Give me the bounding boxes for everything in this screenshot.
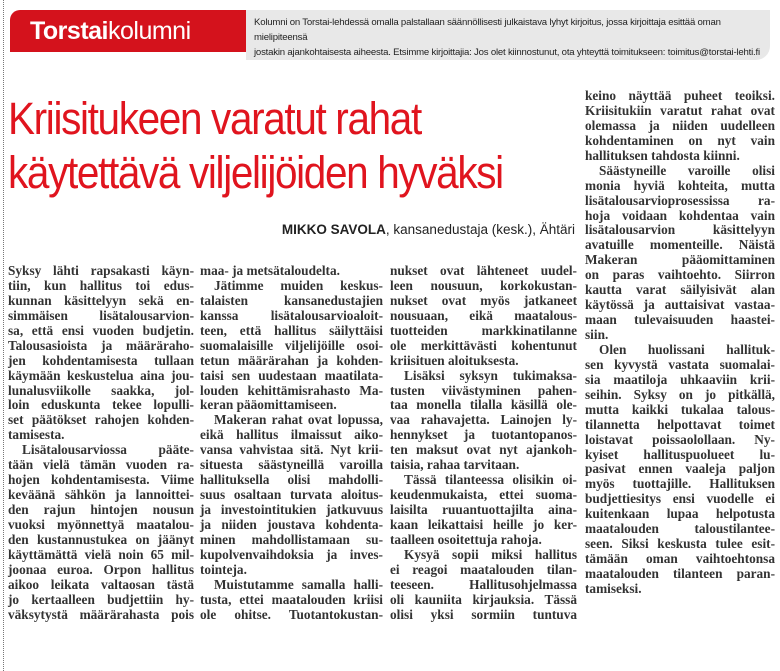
text-line: tämään oman vaihtoehtonsa: [585, 551, 775, 567]
text-line: ole ohitse. Tuotantokustan-: [200, 606, 383, 622]
text-line: Olen huolissani hallituk-: [599, 341, 775, 357]
text-line: tään vielä tämän vuoden ra-: [8, 457, 194, 473]
text-line: Kriisitukiin varatut rahat ovat: [585, 102, 775, 118]
paragraph: [200, 413, 383, 577]
text-line: jo kertaalleen budjettiin hy-: [8, 591, 194, 607]
text-line: tointeja.: [200, 561, 247, 577]
text-line: hallituksen tahdosta kiinni.: [585, 147, 740, 163]
text-line: vaa rahavajetta. Lainojen ly-: [390, 412, 577, 428]
text-line: kanssa lisätalousarvioaloit-: [200, 307, 383, 323]
text-line: myös tuottajille. Hallituksen: [585, 476, 775, 492]
text-line: ja niiden joustava kohdenta-: [200, 516, 383, 532]
text-line: teeseen. Hallitusohjelmassa: [390, 576, 577, 592]
text-line: loistavat poissaolollaan. Ny-: [585, 431, 775, 447]
brand-light: kolumni: [108, 17, 191, 45]
text-line: situesta säästyneillä varoilla: [200, 457, 383, 473]
text-line: simmäisen lisätalousarvion-: [8, 307, 194, 323]
paragraph: [200, 578, 383, 623]
text-line: minen mahdollistamaan su-: [200, 531, 383, 547]
text-line: talaisten kansanedustajien: [200, 292, 383, 308]
author-name: MIKKO SAVOLA: [281, 222, 386, 237]
text-line: eikä hallitus ilmaissut aiko-: [200, 427, 383, 443]
text-line: pasivat ennen vaaleja paljon: [585, 461, 775, 477]
paragraph: [585, 164, 775, 343]
text-line: hojen kohdentamisesta. Viime: [8, 472, 194, 488]
text-line: nukset ovat myös jatkaneet: [390, 292, 577, 308]
text-line: sia maatiloja uhkaaviin krii-: [585, 371, 775, 387]
paragraph: [390, 264, 577, 369]
text-line: nukset ovat lähteneet uudel-: [390, 263, 577, 278]
text-line: maatalouden tilanteen paran-: [585, 566, 775, 581]
text-line: ei reagoi maatalouden tilan-: [390, 561, 577, 577]
text-line: taisia, rahaa tarvitaan.: [390, 457, 520, 473]
text-column-4: [585, 89, 775, 597]
text-line: hallituksella olisi mahdolli-: [200, 472, 383, 488]
text-line: den rajun hintojen nousun: [8, 502, 194, 517]
text-line: budjettiesitys ensi vuodelle ei: [585, 491, 775, 507]
text-line: Jätimme muiden keskus-: [214, 277, 383, 293]
text-line: käymään keskustelua aina jou-: [8, 367, 194, 383]
author-role: , kansanedustaja (kesk.), Ähtäri: [385, 222, 575, 237]
text-line: teen, että hallitus säilyttäisi: [200, 322, 383, 338]
text-line: laisilta ruuantuottajilta aina-: [390, 502, 577, 517]
text-line: ten maksut ovat nyt ajankoh-: [390, 442, 577, 458]
text-line: siin.: [585, 327, 609, 342]
text-line: on paras vaihtoehto. Siirron: [585, 267, 775, 283]
text-line: käyttämättä vielä noin 65 mil-: [8, 546, 194, 562]
text-line: Lisätalousarviossa pääte-: [22, 442, 194, 458]
text-line: olisi yksi sormiin tuntuva: [390, 606, 577, 622]
text-line: taa monella tilalla käsillä ole-: [390, 397, 577, 413]
text-line: suomalaisille viljelijöille osoi-: [200, 337, 383, 353]
text-line: kupolvenvaihdoksia ja inves-: [200, 546, 383, 562]
text-line: tusta, ettei maatalouden kriisi: [200, 591, 383, 607]
text-line: Kysyä sopii miksi hallitus: [404, 546, 577, 562]
text-line: kaan leikattaisi heille jo ker-: [390, 516, 577, 532]
text-line: kunnan käsittelyyn sekä en-: [8, 292, 194, 308]
text-line: maan tulevaisuuden haastei-: [585, 312, 775, 328]
text-line: Makeran rahat ovat lopussa,: [214, 412, 383, 428]
text-line: keväänä sähkön ja lannoittei-: [8, 487, 194, 503]
text-line: hennykset ja tuotantopanos-: [390, 427, 577, 443]
text-line: olemassa ja niiden uudelleen: [585, 117, 775, 133]
text-line: hoja voidaan kohdentaa vain: [585, 207, 775, 223]
text-line: seen. Siksi keskusta tulee esit-: [585, 536, 775, 552]
byline: [282, 222, 575, 237]
text-line: mutta kaikki tukalaa talous-: [585, 401, 775, 417]
text-line: louden kehittämisrahasto Ma-: [200, 382, 383, 398]
text-line: maatalouden taloustilantee-: [585, 521, 775, 537]
text-line: maa- ja metsätaloudelta.: [200, 263, 340, 278]
text-line: vuoksi myönnettyä maatalou-: [8, 516, 194, 532]
text-line: käytössä ja auttaisivat vastaa-: [585, 297, 775, 313]
paragraph: [200, 264, 383, 279]
paragraph: [585, 89, 775, 164]
text-line: keudenmukaista, ettei suoma-: [390, 487, 577, 503]
text-line: tetun määrärahan ja kohden-: [200, 352, 383, 368]
brand-bold: Torstai: [30, 17, 108, 45]
text-line: Säästyneille varoille olisi: [599, 162, 775, 178]
text-line: den kustannustukea on jäänyt: [8, 531, 194, 547]
column-brand-banner: [10, 10, 246, 52]
text-line: ja investointitukien jatkuvuus: [200, 502, 383, 517]
text-line: tusten viivästyminen pahen-: [390, 382, 577, 398]
text-line: keino näyttää puheet teoiksi.: [585, 88, 775, 103]
text-line: leen nousuun, korkokustan-: [390, 277, 577, 293]
text-line: tamiseksi.: [585, 580, 642, 596]
text-line: kriisituen aloituksesta.: [390, 352, 519, 368]
text-line: lisätalousarvioprosessissa ra-: [585, 192, 775, 208]
paragraph: [200, 279, 383, 413]
text-line: sa, että ensi vuoden budjetin.: [8, 322, 194, 338]
text-line: väksytystä määrärahasta pois: [8, 606, 194, 622]
text-line: loin eduskunta tekee lopulli-: [8, 397, 194, 413]
page-edge-dotted-line: [3, 0, 4, 671]
text-line: kuitenkaan lupaa helpotusta: [585, 506, 775, 522]
text-line: Muistutamme samalla halli-: [214, 576, 383, 592]
text-line: lisätalousarvion käsittelyyn: [585, 222, 775, 238]
headline-line-2: käytettävä viljelijöiden hyväksi: [8, 147, 503, 198]
text-line: Talousasioista ja määräraho-: [8, 337, 194, 353]
text-line: tiin, kun hallitus toi edus-: [8, 277, 194, 293]
text-line: keran pääomittamiseen.: [200, 397, 337, 413]
text-column-1: [8, 264, 194, 623]
text-line: taisi sen uudestaan maatilata-: [200, 367, 383, 383]
text-line: ole merkittävästi kohentunut: [390, 337, 577, 353]
paragraph: [390, 369, 577, 474]
info-line-2: jostakin ajankohtaisesta aiheesta. Etsimme kirjoittajia: Jos olet kiinnostunut, ota yhteyttä toimitukseen: toimitus@torstai-lehti.fi: [254, 47, 760, 58]
text-line: tilannetta helpottavat toimet: [585, 416, 775, 432]
info-line-1: Kolumni on Torstai-lehdessä omalla palstallaan säännöllisesti julkaistava lyhyt kirjoitus, jossa kirjoittaja esittää oman mielipiteensä: [254, 17, 721, 43]
text-line: lunalusviikolle saakka, jol-: [8, 382, 194, 398]
paragraph: [8, 443, 194, 622]
text-line: nousuaan, eikä maatalous-: [390, 307, 577, 323]
text-line: suus osaltaan turvata aloitus-: [200, 487, 383, 503]
paragraph: [390, 548, 577, 623]
headline: [8, 92, 530, 200]
column-info-box: [246, 10, 770, 60]
text-line: Makeran pääomittaminen: [585, 252, 775, 268]
text-line: kautta varat säilyisivät alan: [585, 282, 775, 298]
text-line: tamisesta.: [8, 427, 65, 443]
text-line: tuotteiden markkinatilanne: [390, 322, 577, 338]
paragraph: [8, 264, 194, 443]
text-line: oli kauniita kirjauksia. Tässä: [390, 591, 577, 607]
text-line: jen kohdentamisesta tullaan: [8, 352, 194, 368]
paragraph: [585, 343, 775, 597]
text-line: monia hyviä kohteita, mutta: [585, 177, 775, 193]
text-line: aikoo leikata valtaosan tästä: [8, 576, 194, 592]
headline-line-1: Kriisitukeen varatut rahat: [8, 93, 421, 144]
text-line: avatuille momenteille. Näistä: [585, 237, 775, 253]
text-line: vansa vahvistaa sitä. Nyt krii-: [200, 442, 383, 458]
text-line: Tässä tilanteessa olisikin oi-: [404, 472, 577, 488]
paragraph: [390, 473, 577, 548]
text-line: kohdentaminen on nyt vain: [585, 132, 775, 148]
text-column-2: [200, 264, 383, 623]
text-line: seihin. Syksy on jo pitkällä,: [585, 386, 775, 402]
text-column-3: [390, 264, 577, 623]
text-line: kyiset hallituspuolueet lu-: [585, 446, 775, 462]
text-line: Syksy lähti rapsakasti käyn-: [8, 263, 194, 278]
text-line: set päätökset rahojen kohden-: [8, 412, 194, 428]
text-line: sen kyvystä vastata suomalai-: [585, 356, 775, 372]
text-line: taalleen osoitettuja rahoja.: [390, 531, 542, 547]
text-line: Lisäksi syksyn tukimaksa-: [404, 367, 577, 383]
text-line: joonaa euroa. Orpon hallitus: [8, 561, 194, 577]
